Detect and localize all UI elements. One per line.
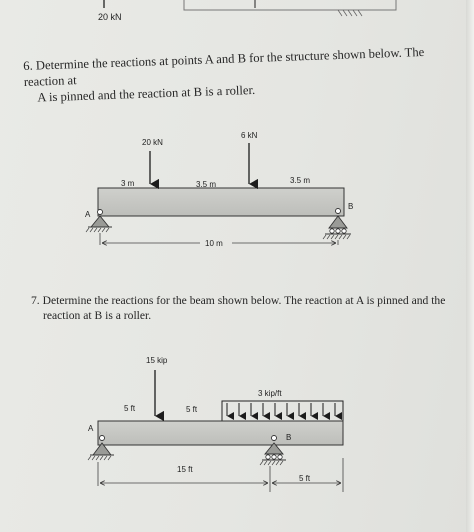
problem-6-text-line-1: Determine the reactions at points A and B for the structure shown below. The reaction at (23, 44, 425, 89)
problem-6-number: 6. (23, 58, 33, 73)
prev-ground-hatch (338, 10, 362, 16)
dim-label-3-5m-b: 3.5 m (290, 176, 311, 185)
figure-problem-6 (85, 131, 353, 248)
load-label-20kn: 20 kN (142, 138, 163, 147)
label-b-7: B (286, 433, 292, 442)
dim-label-5ft-overhang: 5 ft (299, 474, 311, 483)
problem-7-line-1 (31, 293, 467, 308)
dim-label-5ft-a: 5 ft (124, 404, 136, 413)
distributed-load-label: 3 kip/ft (258, 389, 282, 398)
dim-label-3m: 3 m (121, 179, 135, 188)
figure-problem-7 (88, 356, 343, 492)
dim-label-3-5m-a: 3.5 m (196, 180, 217, 189)
label-b-6: B (348, 202, 354, 211)
problem-7-number: 7. (31, 294, 40, 307)
prev-load-label: 20 kN (98, 12, 122, 22)
point-load-label: 15 kip (146, 356, 168, 365)
beam-6 (98, 188, 344, 216)
distributed-load-arrows (227, 403, 335, 416)
dim-label-10m: 10 m (205, 239, 223, 248)
problem-7-statement (31, 293, 467, 323)
distributed-load-frame (222, 401, 343, 421)
problem-6-text-line-2: A is pinned and the reaction at B is a roller. (37, 82, 256, 105)
problem-7-text-line-1: Determine the reactions for the beam shown below. The reaction at A is pinned and the (42, 294, 446, 307)
previous-problem-fragment (98, 0, 396, 22)
dim-label-5ft-b: 5 ft (186, 405, 198, 414)
label-a-7: A (88, 424, 94, 433)
beam-7 (98, 421, 343, 445)
prev-beam-fragment (184, 0, 396, 10)
load-label-6kn: 6 kN (241, 131, 258, 140)
label-a-6: A (85, 210, 91, 219)
dim-label-15ft: 15 ft (177, 465, 193, 474)
problem-7-text-line-2: reaction at B is a roller. (43, 309, 152, 322)
